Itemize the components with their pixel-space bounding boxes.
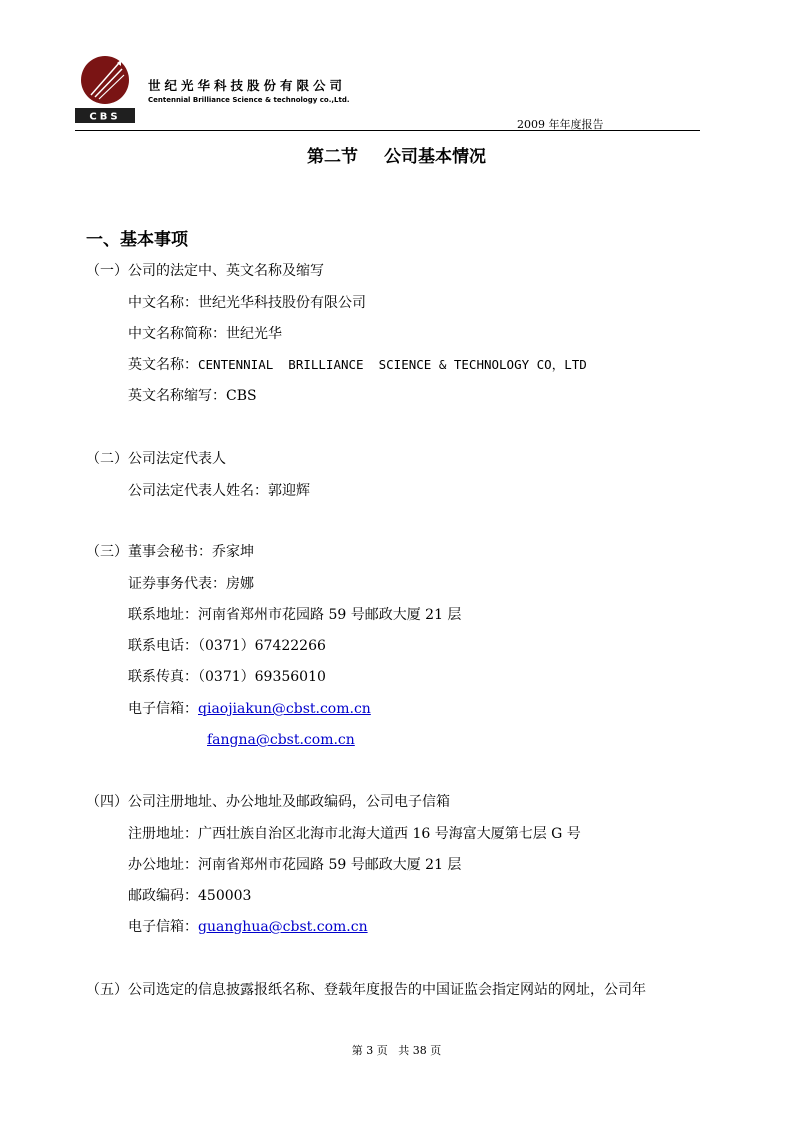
en-name-row [128, 356, 587, 374]
page-footer: 第 3 页 共 38 页 [351, 1044, 442, 1057]
company-logo [75, 55, 135, 125]
email-link-guanghua[interactable]: guanghua@cbst.com.cn [198, 919, 368, 935]
contact-phone: 联系电话：（0371）67422266 [128, 638, 326, 654]
office-address: 办公地址：河南省郑州市花园路 59 号邮政大厦 21 层 [128, 857, 462, 873]
subsection-3-title: （三）董事会秘书：乔家坤 [86, 544, 254, 560]
report-label: 2009 年年度报告 [517, 118, 604, 131]
email-link-fangna[interactable]: fangna@cbst.com.cn [207, 732, 355, 748]
section-name: 公司基本情况 [384, 147, 486, 167]
subsection-2-title: （二）公司法定代表人 [86, 451, 226, 467]
legal-rep: 公司法定代表人姓名：郭迎辉 [128, 483, 310, 499]
company-name-en: Centennial Brilliance Science & technology co.,Ltd. [148, 96, 350, 104]
section-title [0, 142, 793, 167]
company-email-row [128, 918, 368, 936]
subsection-1-title: （一）公司的法定中、英文名称及缩写 [86, 263, 324, 279]
securities-rep: 证券事务代表：房娜 [128, 576, 254, 592]
email-label: 电子信箱： [128, 701, 198, 717]
heading-basic-items: 一、基本事项 [86, 230, 188, 250]
subsection-5-title: （五）公司选定的信息披露报纸名称、登载年度报告的中国证监会指定网站的网址，公司年 [86, 982, 646, 998]
header-divider [75, 130, 700, 131]
company-name-cn: 世纪光华科技股份有限公司 [148, 78, 347, 93]
cn-abbr: 中文名称简称：世纪光华 [128, 326, 282, 342]
logo-text: CBS [89, 111, 121, 123]
contact-fax: 联系传真：（0371）69356010 [128, 669, 326, 685]
registered-address: 注册地址：广西壮族自治区北海市北海大道西 16 号海富大厦第七层 G 号 [128, 826, 581, 842]
subsection-4-title: （四）公司注册地址、办公地址及邮政编码，公司电子信箱 [86, 794, 450, 810]
en-abbr: 英文名称缩写：CBS [128, 388, 257, 404]
cn-name: 中文名称：世纪光华科技股份有限公司 [128, 295, 366, 311]
postcode: 邮政编码：450003 [128, 888, 252, 904]
contact-address: 联系地址：河南省郑州市花园路 59 号邮政大厦 21 层 [128, 607, 462, 623]
email-link-qiaojiakun[interactable]: qiaojiakun@cbst.com.cn [198, 701, 371, 717]
company-email-label: 电子信箱： [128, 919, 198, 935]
section-number: 第二节 [307, 147, 358, 167]
email-row [128, 700, 371, 718]
en-name: CENTENNIAL BRILLIANCE SCIENCE & TECHNOLOGY CO，LTD [198, 357, 587, 372]
en-name-label: 英文名称： [128, 357, 198, 373]
